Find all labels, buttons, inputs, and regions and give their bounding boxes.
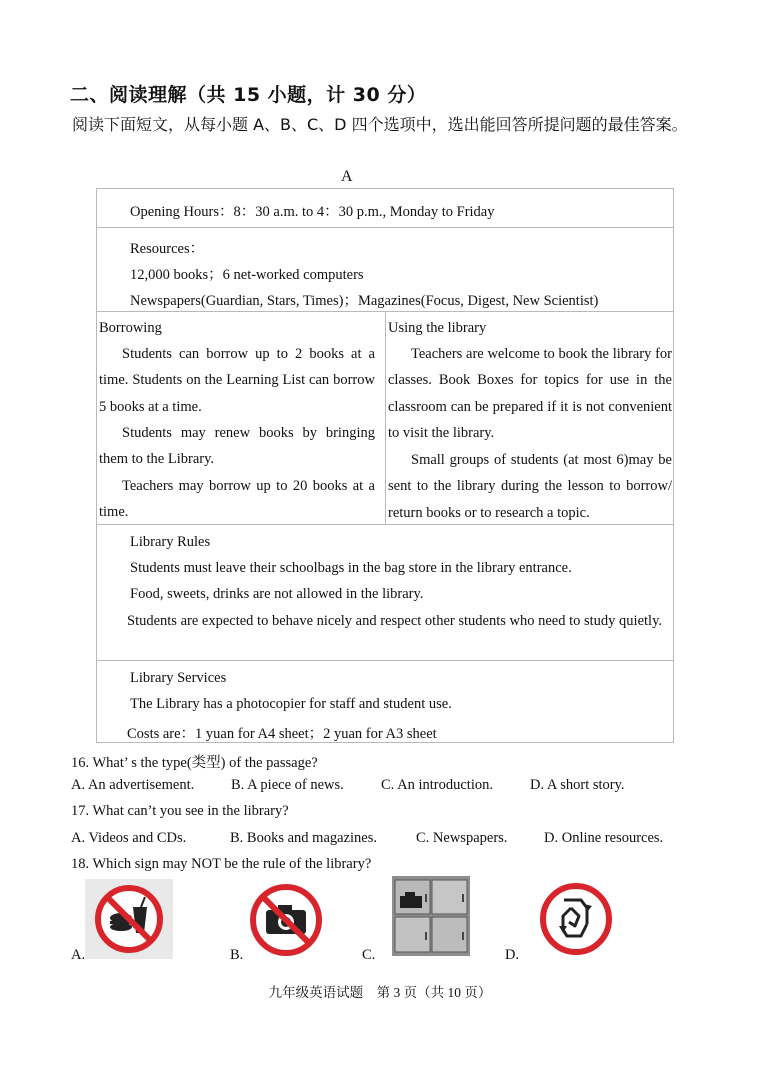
borrowing-heading: Borrowing — [99, 320, 162, 336]
rule-1: Students must leave their schoolbags in the bag store in the library entrance. — [130, 560, 572, 576]
services-heading: Library Services — [130, 670, 227, 686]
borrowing-paragraph-3: Teachers may borrow up to 20 books at a time. — [99, 478, 375, 521]
no-food-drink-sign-icon — [85, 879, 173, 959]
library-info-table — [96, 188, 674, 743]
question-18-option-c: C. — [362, 947, 376, 963]
question-18-option-b: B. — [230, 947, 244, 963]
question-17-option-c: C. Newspapers. — [416, 830, 508, 846]
section-title: 二、阅读理解（共 15 小题，计 30 分） — [70, 84, 427, 106]
question-16-option-b: B. A piece of news. — [231, 777, 344, 793]
question-17-stem: 17. What can’t you see in the library? — [71, 803, 289, 819]
using-paragraph-2: Small groups of students (at most 6)may be sent to the library during the lesson to borrow/ return books or to research a topic. — [388, 452, 672, 521]
service-1: The Library has a photocopier for staff and student use. — [130, 696, 452, 712]
lockers-image-icon — [392, 876, 470, 956]
borrowing-paragraph-2: Students may renew books by bringing them to the Library. — [99, 425, 375, 468]
question-17-option-d: D. Online resources. — [544, 830, 664, 846]
resources-line-1: 12,000 books；6 net-worked computers — [130, 267, 364, 283]
rules-heading: Library Rules — [130, 534, 211, 550]
using-paragraph-1: Teachers are welcome to book the library for classes. Book Boxes for topics for use in the classroom can be prepared if it is not convenient to visit the library. — [388, 346, 672, 441]
no-camera-sign-icon — [244, 882, 328, 958]
question-18-option-a: A. — [71, 947, 86, 963]
resources-heading: Resources： — [130, 241, 205, 257]
question-18-option-d: D. — [505, 947, 520, 963]
question-16-option-c: C. An introduction. — [381, 777, 493, 793]
question-17-option-b: B. Books and magazines. — [230, 830, 377, 846]
paper-recycle-sign-icon — [537, 880, 615, 958]
using-heading: Using the library — [388, 320, 487, 336]
passage-label: A — [341, 168, 353, 185]
service-2: Costs are：1 yuan for A4 sheet；2 yuan for A3 sheet — [127, 726, 437, 742]
question-16-stem: 16. What’ s the type(类型) of the passage? — [71, 755, 318, 771]
question-16-option-a: A. An advertisement. — [71, 777, 195, 793]
opening-hours: Opening Hours：8：30 a.m. to 4：30 p.m., Monday to Friday — [130, 204, 495, 220]
question-17-option-a: A. Videos and CDs. — [71, 830, 187, 846]
resources-line-2: Newspapers(Guardian, Stars, Times)；Magazines(Focus, Digest, New Scientist) — [130, 293, 599, 309]
rule-2: Food, sweets, drinks are not allowed in the library. — [130, 586, 424, 602]
question-16-option-d: D. A short story. — [530, 777, 625, 793]
question-18-stem: 18. Which sign may NOT be the rule of the library? — [71, 856, 372, 872]
borrowing-paragraph-1: Students can borrow up to 2 books at a time. Students on the Learning List can borrow 5 books at a time. — [99, 346, 375, 415]
rule-3: Students are expected to behave nicely and respect other students who need to study quietly. — [127, 613, 662, 629]
page-footer: 九年级英语试题 第 3 页（共 10 页） — [268, 985, 492, 1000]
instruction-text: 阅读下面短文，从每小题 A、B、C、D 四个选项中，选出能回答所提问题的最佳答案。 — [72, 115, 688, 134]
